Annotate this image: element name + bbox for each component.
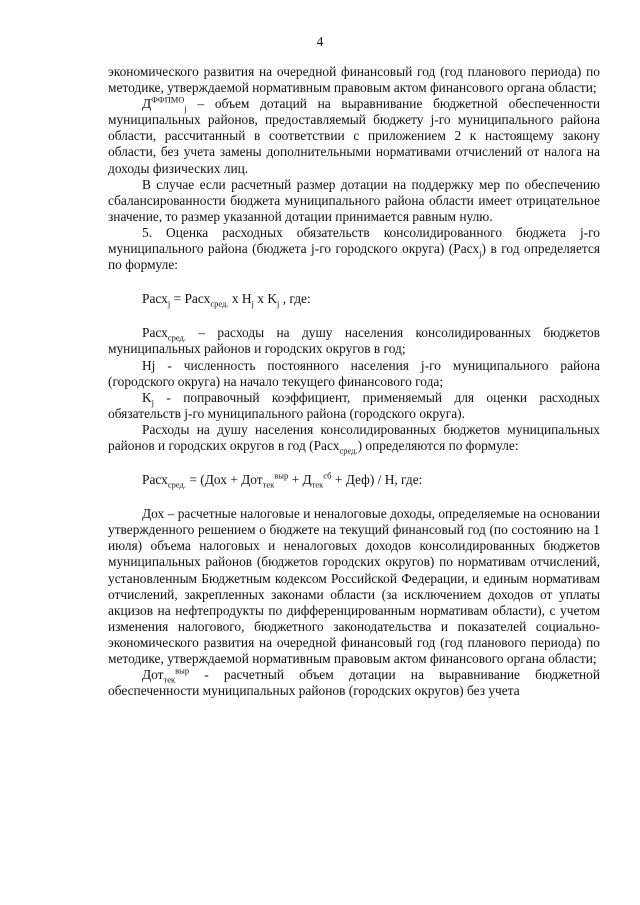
definition-h-j <box>108 358 600 390</box>
definition-text: - расчетный объем дотации на выравнивание бюджетной обеспеченности муниципальных районов (городских округов) без учета <box>108 667 600 699</box>
formula-rash-sred <box>142 472 600 488</box>
average-text: Расходы на душу населения консолидированных бюджетов муниципальных районов и городских округов в год (Расх <box>108 421 600 453</box>
item-5-text: 5. Оценка расходных обязательств консолидированного бюджета j-го муниципального района (бюджета j-го городского округа) (Расх <box>108 224 600 257</box>
definition-k-j <box>108 390 600 422</box>
symbol-subscript: сред. <box>167 332 186 343</box>
formula-subscript: j <box>251 298 254 309</box>
formula-term: Расх <box>142 472 168 488</box>
page-content <box>108 64 600 699</box>
symbol-h: Нj <box>142 357 156 373</box>
symbol-subscript: тек <box>163 674 176 685</box>
formula-subscript: тек <box>311 479 324 490</box>
formula-term: + Деф) / Н, где: <box>331 472 423 488</box>
formula-term: Расх <box>142 291 168 307</box>
formula-rash-j <box>142 291 600 307</box>
definition-text: - численность постоянного населения j-го муниципального района (городского округа) на начало текущего финансового года; <box>108 357 600 389</box>
formula-term: + Д <box>288 472 312 488</box>
definition-dot-tek <box>108 667 600 699</box>
definition-dffpmo <box>108 96 600 176</box>
symbol-subscript: j <box>151 397 155 408</box>
definition-rash-sred <box>108 325 600 357</box>
formula-superscript: сб <box>323 470 332 481</box>
formula-subscript: тек <box>262 479 275 490</box>
definition-text: - поправочный коэффициент, применяемый для оценки расходных обязательств j-го муниципального района (городского округа). <box>108 389 600 421</box>
definition-dox: Дох – расчетные налоговые и неналоговые доходы, определяемые на основании утвержденного решением о бюджете на текущий финансовый год (по состоянию на 1 июля) объема налоговых и неналоговых доходов консолидированных бюджетов муниципальных районов (бюджетов городских округов) по нормативам отчислений, установленным Бюджетным кодексом Российской Федерации, и единым нормативам отчислений, закрепленных законами области (за исключением доходов от уплаты акцизов на нефтепродукты по дифференцированным нормативам области), с учетом изменения налогового, бюджетного законодательства и показателей социально-экономического развития на очередной финансовый год (год планового периода) по методике, утверждаемой нормативным правовым актом финансового органа области; <box>108 506 600 666</box>
paragraph-continuation: экономического развития на очередной финансовый год (год планового периода) по методике, утверждаемой нормативным правовым актом финансового органа области; <box>108 64 600 96</box>
definition-text: – объем дотаций на выравнивание бюджетной обеспеченности муниципальных районов, предоставляемый бюджету j-го муниципального района области, рассчитанный в соответствии с приложением 2 к настоящему закону области, без учета замены дополнительными нормативами отчислений от налога на доходы физических лиц. <box>108 96 600 176</box>
formula-subscript: j <box>167 298 171 309</box>
paragraph-negative-case: В случае если расчетный размер дотации на поддержку мер по обеспечению сбалансированности бюджета муниципального района области имеет отрицательное значение, то размер указанной дотации принимается равным нулю. <box>108 176 600 224</box>
item-5-text-end: ) в год определяется по формуле: <box>108 241 600 273</box>
paragraph-average-expenses <box>108 422 600 454</box>
formula-term: x H <box>228 291 252 307</box>
formula-term: , где: <box>279 291 311 307</box>
formula-term: = (Дох + Дот <box>186 472 263 488</box>
average-subscript: сред. <box>339 445 358 456</box>
symbol-dot: Дот <box>142 667 164 683</box>
symbol-k: K <box>142 389 152 405</box>
formula-subscript: j <box>276 298 280 309</box>
symbol-d: Д <box>142 96 152 112</box>
formula-superscript: выр <box>274 470 289 481</box>
definition-text: – расходы на душу населения консолидированных бюджетов муниципальных районов и городских округов в год; <box>108 325 600 357</box>
symbol-subscript: j <box>184 103 187 114</box>
formula-subscript: сред. <box>210 298 229 309</box>
item-5-subscript: j <box>479 248 482 259</box>
formula-subscript: сред. <box>167 479 186 490</box>
formula-term: = Расх <box>170 291 211 307</box>
symbol-superscript: ФФПМО <box>151 94 185 105</box>
paragraph-item-5 <box>108 225 600 273</box>
average-text-end: ) определяются по формуле: <box>357 437 519 453</box>
symbol-rash: Расх <box>142 325 168 341</box>
formula-term: x K <box>253 291 277 307</box>
page-number: 4 <box>316 34 324 49</box>
symbol-superscript: выр <box>175 665 190 676</box>
